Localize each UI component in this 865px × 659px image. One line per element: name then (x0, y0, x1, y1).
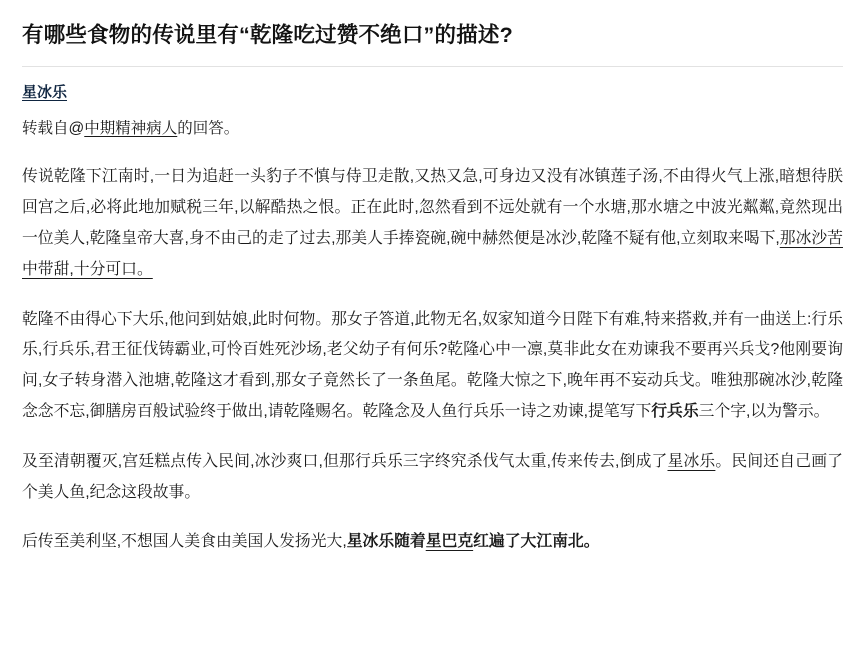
repost-prefix-text: 转载自@ (22, 120, 85, 138)
repost-notice (22, 116, 843, 142)
answer-author (22, 81, 843, 102)
paragraph-text: 传说乾隆下江南时,一日为追赶一头豹子不慎与侍卫走散,又热又急,可身边又没有冰镇莲子汤,不由得火气上涨,暗想待朕回宫之后,必将此地加赋税三年,以解酷热之恨。正在此时,忽然看到不远处就有一个水塘,那水塘之中波光粼粼,竟然现出一位美人,乾隆皇帝大喜,身不由己的走了过去,那美人手捧瓷碗,碗中赫然便是冰沙,乾隆不疑有他,立刻取来喝下, (22, 168, 843, 248)
answer-paragraph (22, 447, 843, 509)
title-divider (22, 66, 843, 67)
emphasis-underline-text: 那冰沙苦中带甜,十分可口。 (22, 230, 843, 278)
paragraph-text: 后传至美利坚,不想国人美食由美国人发扬光大, (22, 533, 347, 551)
answer-body (22, 162, 843, 558)
emphasis-bold-text: 星冰乐随着 (346, 533, 426, 551)
brand-link-text[interactable]: 星巴克 (425, 533, 474, 551)
emphasis-bold-text: 红遍了大江南北。 (473, 533, 600, 551)
answer-paragraph (22, 527, 843, 558)
emphasis-underline-text: 星冰乐 (667, 452, 716, 470)
page-title: 有哪些食物的传说里有“乾隆吃过赞不绝口”的描述? (22, 23, 513, 47)
repost-suffix-text: 的回答。 (177, 120, 240, 138)
paragraph-text: 及至清朝覆灭,宫廷糕点传入民间,冰沙爽口,但那行兵乐三字终究杀伐气太重,传来传去,倒成了 (22, 452, 668, 470)
emphasis-bold-text: 行兵乐 (651, 403, 699, 421)
answer-paragraph (22, 162, 843, 285)
paragraph-text: 。民间还自己画了个美人鱼,纪念这段故事。 (22, 452, 843, 501)
paragraph-text: 三个字,以为警示。 (698, 403, 830, 421)
paragraph-text: 乾隆不由得心下大乐,他问到姑娘,此时何物。那女子答道,此物无名,奴家知道今日陛下有难,特来搭救,并有一曲送上:行乐乐,行兵乐,君王征伐铸霸业,可怜百姓死沙场,老父幼子有何乐?乾隆心中一凛,莫非此女在劝谏我不要再兴兵戈?他刚要询问,女子转身潜入池塘,乾隆这才看到,那女子竟然长了一条鱼尾。乾隆大惊之下,晚年再不妄动兵戈。唯独那碗冰沙,乾隆念念不忘,御膳房百般试验终于做出,请乾隆赐名。乾隆念及人鱼行兵乐一诗之劝谏,提笔写下 (22, 310, 843, 421)
repost-source-link[interactable]: 中期精神病人 (84, 120, 178, 138)
author-name-link[interactable]: 星冰乐 (22, 84, 68, 102)
answer-paragraph (22, 305, 843, 428)
